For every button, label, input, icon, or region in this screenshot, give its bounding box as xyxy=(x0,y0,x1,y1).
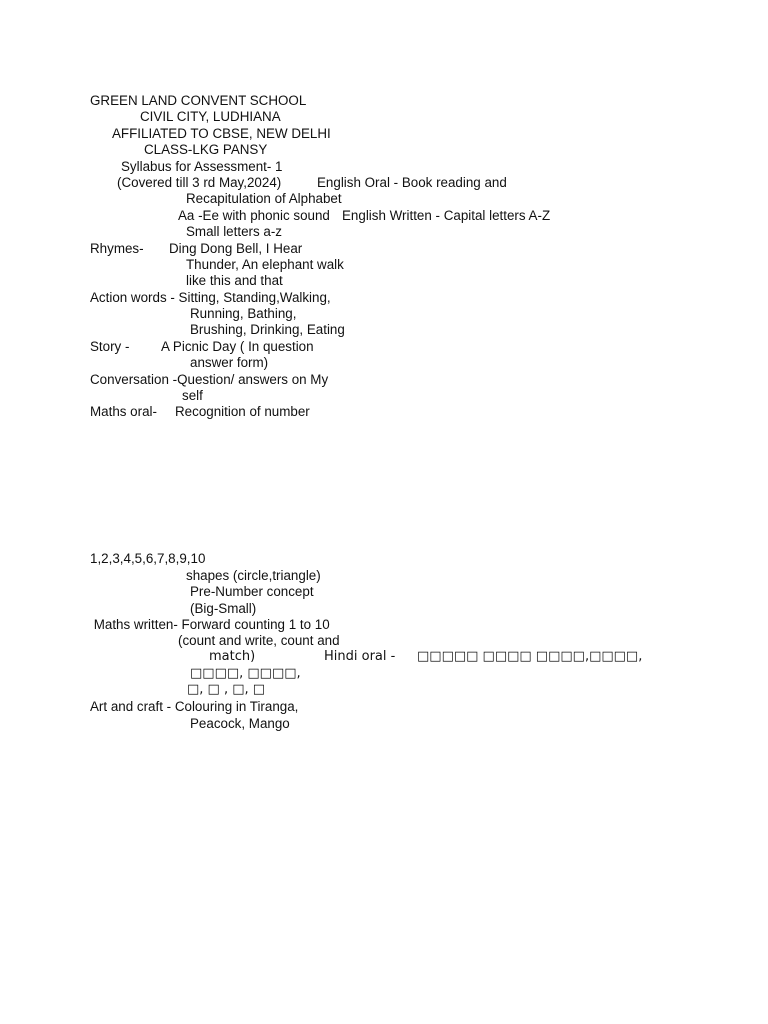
hindi-oral-line3: □, □ , □, □ xyxy=(187,682,266,697)
art-craft-line1: Art and craft - Colouring in Tiranga, xyxy=(90,699,299,714)
rhymes-line1: Ding Dong Bell, I Hear xyxy=(169,241,303,256)
maths-written-line3: match) xyxy=(209,649,256,664)
school-affiliation: AFFILIATED TO CBSE, NEW DELHI xyxy=(112,126,331,141)
action-words-line1: Action words - Sitting, Standing,Walking, xyxy=(90,290,331,305)
story-label: Story - xyxy=(90,339,130,354)
maths-oral-line1: Recognition of number xyxy=(175,404,310,419)
rhymes-line2: Thunder, An elephant walk xyxy=(186,257,344,272)
maths-oral-big-small: (Big-Small) xyxy=(190,601,257,616)
english-written-label: English Written - Capital letters A-Z xyxy=(342,208,551,223)
hindi-oral-line1: □□□□□ □□□□ □□□□,□□□□, xyxy=(417,649,643,664)
action-words-line2: Running, Bathing, xyxy=(190,306,297,321)
hindi-oral-line2: □□□□, □□□□, xyxy=(190,666,301,681)
story-line2: answer form) xyxy=(190,355,269,370)
maths-oral-shapes: shapes (circle,triangle) xyxy=(186,568,321,583)
hindi-oral-label: Hindi oral - xyxy=(324,649,396,664)
school-address: CIVIL CITY, LUDHIANA xyxy=(140,109,281,124)
maths-oral-numbers: 1,2,3,4,5,6,7,8,9,10 xyxy=(90,551,206,566)
class-name: CLASS-LKG PANSY xyxy=(144,142,268,157)
story-line1: A Picnic Day ( In question xyxy=(161,339,314,354)
maths-written-line1: Maths written- Forward counting 1 to 10 xyxy=(90,617,330,632)
english-oral-label: English Oral - Book reading and xyxy=(317,175,507,190)
school-name: GREEN LAND CONVENT SCHOOL xyxy=(90,93,307,108)
maths-oral-label: Maths oral- xyxy=(90,404,157,419)
syllabus-title: Syllabus for Assessment- 1 xyxy=(121,159,283,174)
maths-written-line2: (count and write, count and xyxy=(178,633,340,648)
maths-oral-pre-number: Pre-Number concept xyxy=(190,584,314,599)
english-phonic-line: Aa -Ee with phonic sound xyxy=(178,208,330,223)
rhymes-label: Rhymes- xyxy=(90,241,144,256)
conversation-line1: Conversation -Question/ answers on My xyxy=(90,372,329,387)
action-words-line3: Brushing, Drinking, Eating xyxy=(190,322,345,337)
english-written-line2: Small letters a-z xyxy=(186,224,282,239)
covered-till: (Covered till 3 rd May,2024) xyxy=(117,175,282,190)
conversation-line2: self xyxy=(182,388,203,403)
art-craft-line2: Peacock, Mango xyxy=(190,716,290,731)
english-oral-line2: Recapitulation of Alphabet xyxy=(186,191,342,206)
rhymes-line3: like this and that xyxy=(186,273,283,288)
